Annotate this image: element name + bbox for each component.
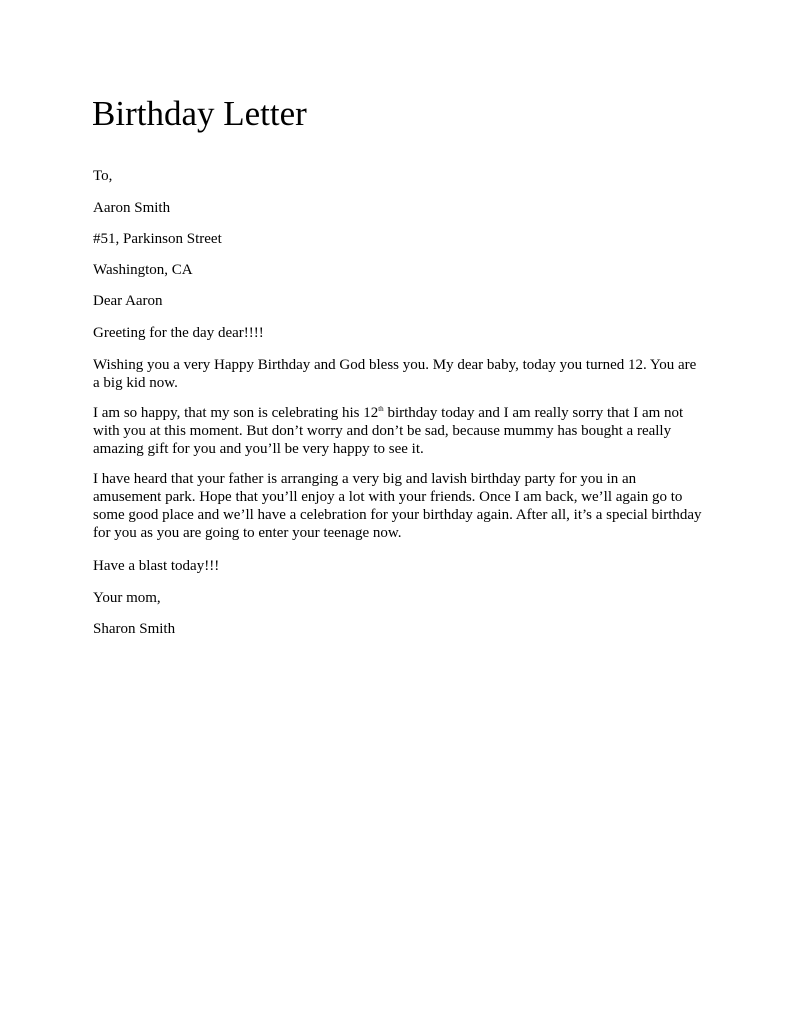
page-title: Birthday Letter bbox=[92, 94, 307, 133]
ordinal-suffix: th bbox=[378, 405, 384, 413]
to-label: To, bbox=[93, 168, 113, 184]
paragraph-2-line-1-end: birthday today and I am really sorry that I am not bbox=[383, 405, 684, 421]
sender-name: Sharon Smith bbox=[93, 621, 176, 637]
greeting: Greeting for the day dear!!!! bbox=[93, 325, 264, 341]
address-line-2: Washington, CA bbox=[93, 262, 193, 278]
sign-off: Your mom, bbox=[93, 590, 161, 606]
closing-wish: Have a blast today!!! bbox=[93, 558, 220, 574]
address-line-1: #51, Parkinson Street bbox=[93, 231, 222, 247]
paragraph-2 bbox=[93, 404, 703, 458]
salutation: Dear Aaron bbox=[93, 293, 163, 309]
paragraph-2-line-2: with you at this moment. But don’t worry and don’t be sad, because mummy has bought a really bbox=[93, 423, 672, 439]
paragraph-1-line-2: a big kid now. bbox=[93, 375, 178, 391]
paragraph-2-line-3: amazing gift for you and you’ll be very happy to see it. bbox=[93, 441, 424, 457]
paragraph-1-line-1: Wishing you a very Happy Birthday and God bless you. My dear baby, today you turned 12. You are bbox=[93, 357, 697, 373]
paragraph-3-line-4: for you as you are going to enter your teenage now. bbox=[93, 525, 402, 541]
paragraph-2-line-1 bbox=[93, 404, 703, 422]
paragraph-3-line-1: I have heard that your father is arranging a very big and lavish birthday party for you in an bbox=[93, 471, 637, 487]
paragraph-3 bbox=[93, 470, 703, 542]
paragraph-3-line-3: some good place and we’ll have a celebration for your birthday again. After all, it’s a special birthday bbox=[93, 507, 702, 523]
paragraph-2-line-1-start: I am so happy, that my son is celebrating his 12 bbox=[93, 405, 379, 421]
paragraph-1 bbox=[93, 356, 703, 392]
paragraph-3-line-2: amusement park. Hope that you’ll enjoy a lot with your friends. Once I am back, we’ll again go to bbox=[93, 489, 683, 505]
recipient-name: Aaron Smith bbox=[93, 200, 171, 216]
